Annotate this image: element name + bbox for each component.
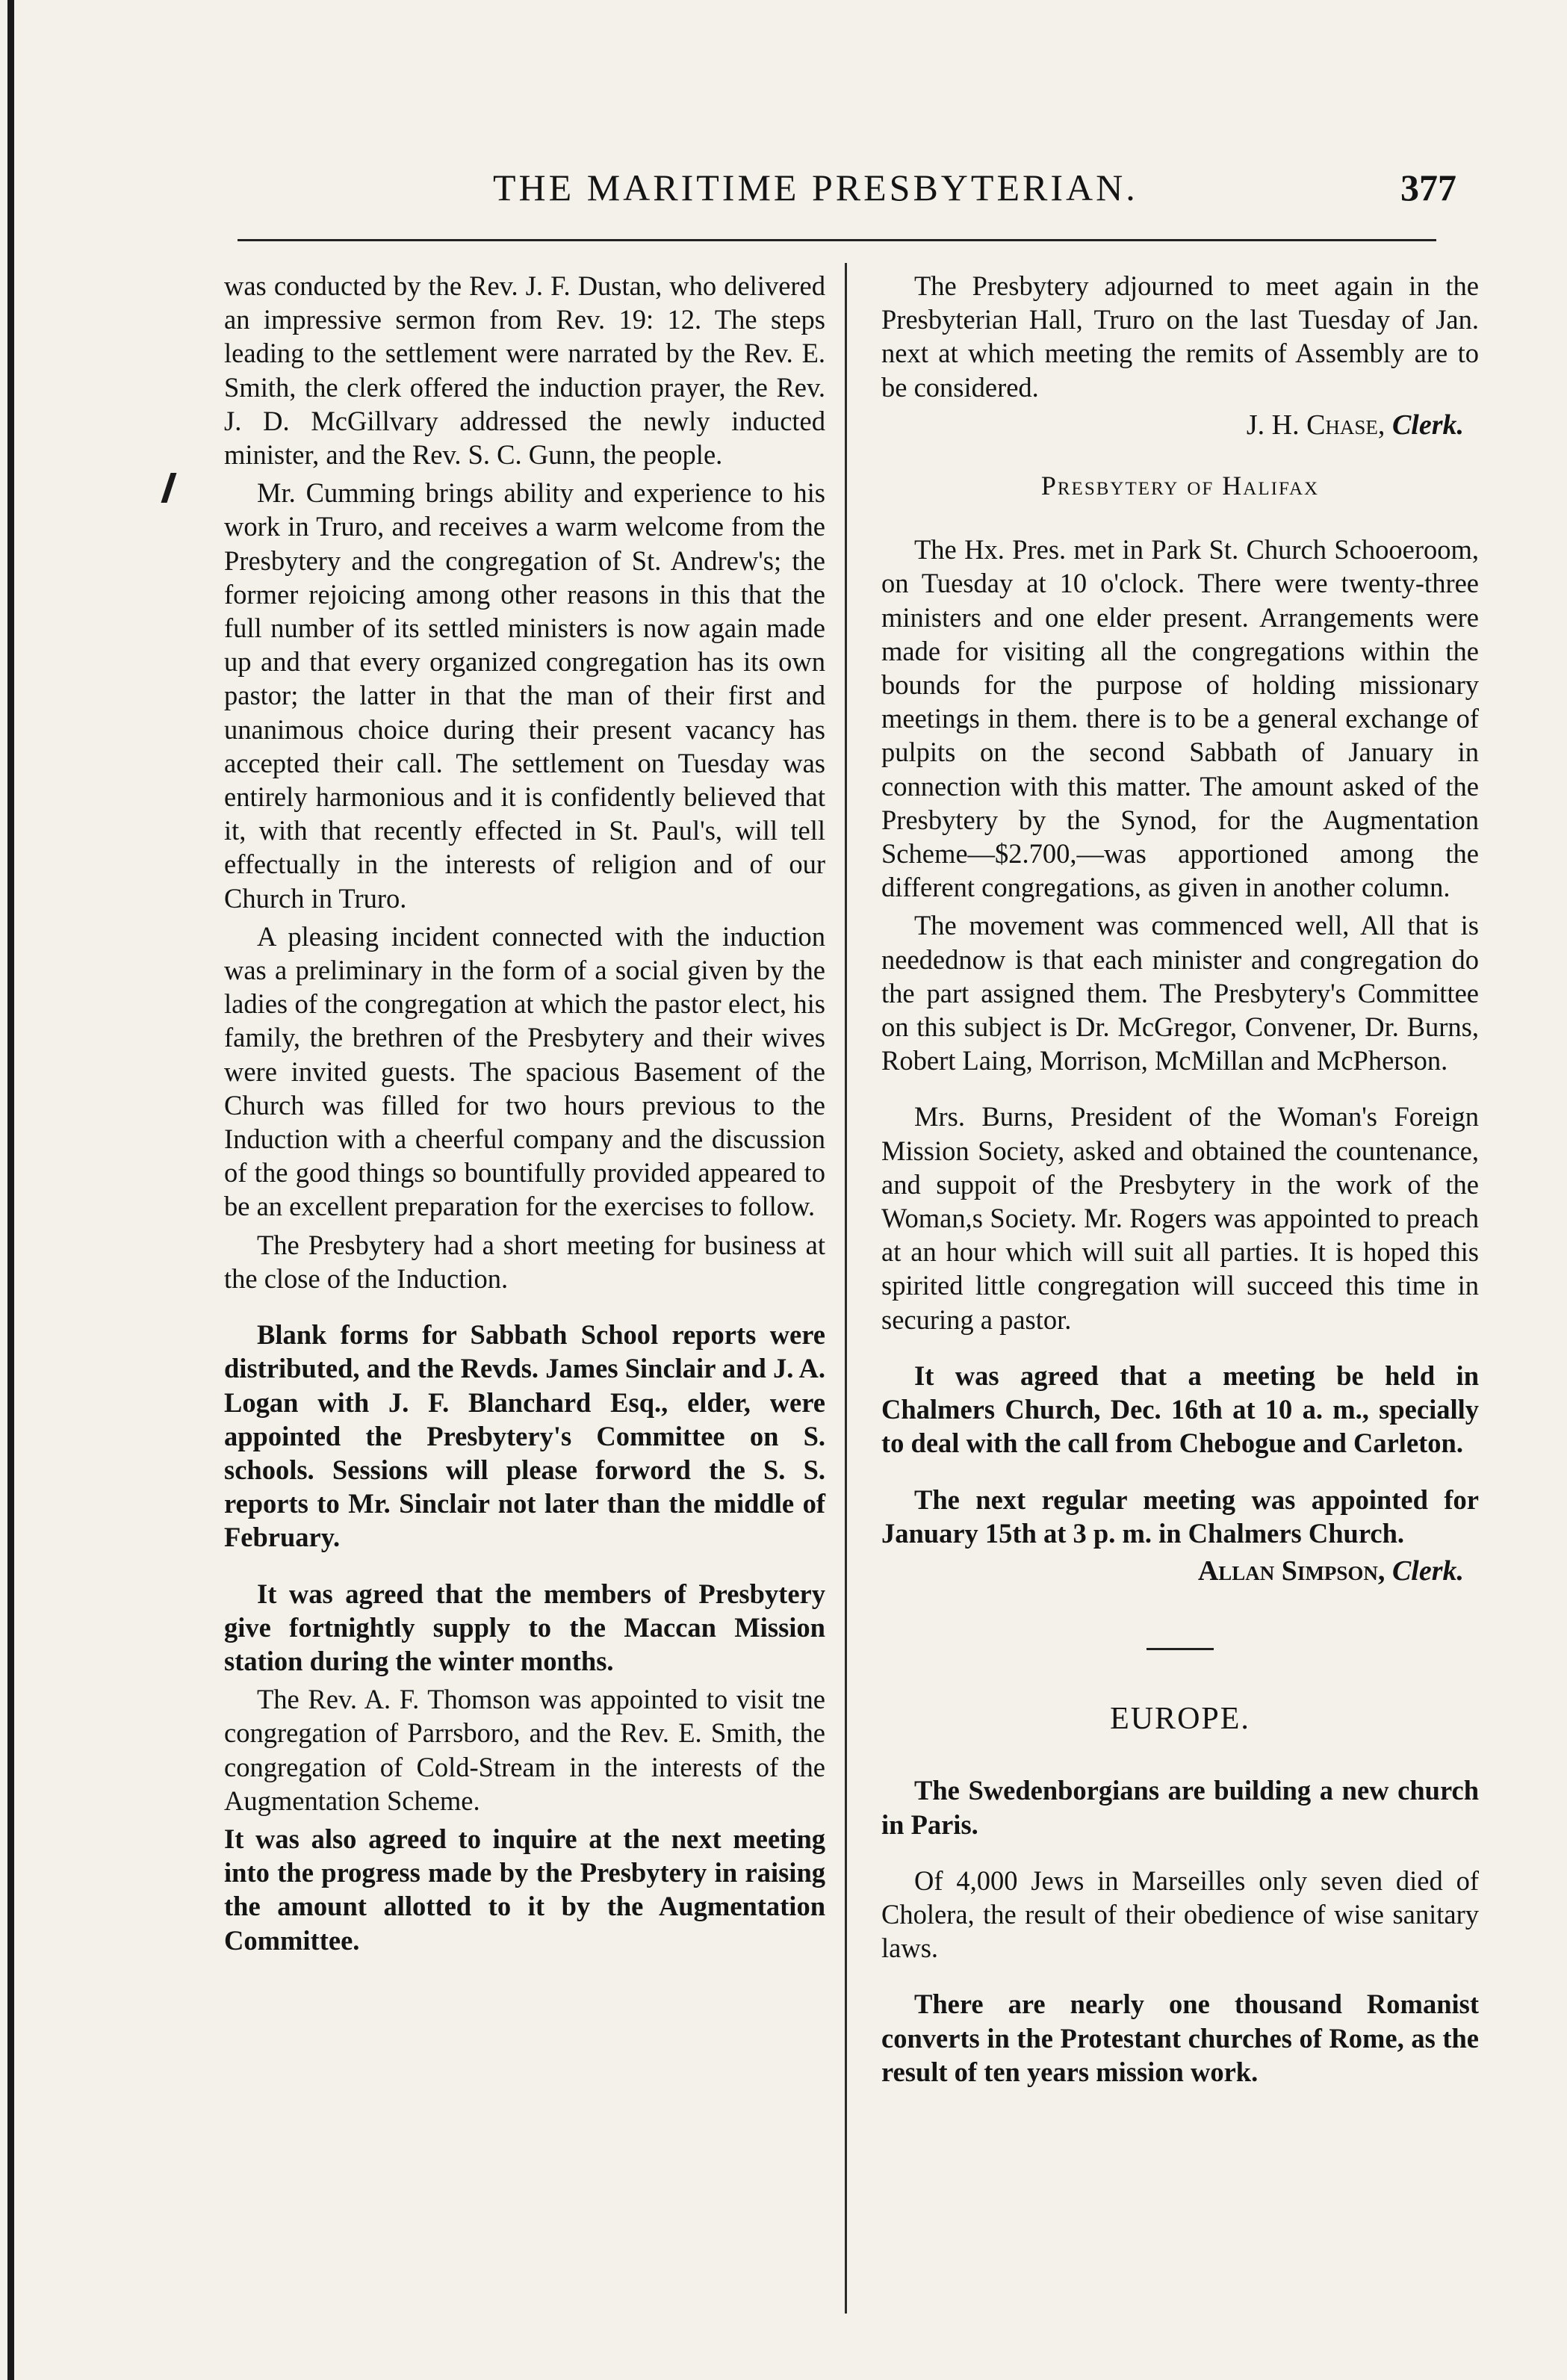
signature-role: Clerk.	[1391, 1555, 1464, 1587]
left-column	[224, 269, 825, 1962]
header-rule	[238, 239, 1436, 241]
page-number: 377	[1400, 167, 1456, 208]
paragraph: The next regular meeting was appointed for January 15th at 3 p. m. in Chalmers Church.	[881, 1484, 1479, 1549]
paragraph: Mrs. Burns, President of the Woman's Foreign Mission Society, asked and obtained the countenance, and suppoit of the Presbytery in the work of the Woman,s Society. Mr. Rogers was appointed to preach at an hour which will suit all parties. It is hoped this spirited little congregation will succeed this time in securing a pastor.	[881, 1101, 1479, 1335]
paragraph: The Swedenborgians are building a new church in Paris.	[881, 1775, 1479, 1840]
paragraph: A pleasing incident connected with the induction was a preliminary in the form of a social given by the ladies of the congregation at which the pastor elect, his family, the brethren of the Presbytery and their wives were invited guests. The spacious Basement of the Church was filled for two hours previous to the Induction with a cheerful company and the discussion of the good things so bountifully provided appeared to be an excellent preparation for the exercises to follow.	[224, 920, 825, 1222]
signature-name: Allan Simpson,	[1197, 1555, 1386, 1587]
right-column	[881, 269, 1479, 2093]
page-binding-edge	[7, 0, 14, 2380]
paragraph: Of 4,000 Jews in Marseilles only seven died of Cholera, the result of their obedience of wise sanitary laws.	[881, 1865, 1479, 1964]
paragraph: The Presbytery had a short meeting for business at the close of the Induction.	[224, 1229, 825, 1294]
page-header	[224, 166, 1456, 233]
paragraph: It was agreed that the members of Presbytery give fortnightly supply to the Maccan Mission station during the winter months.	[224, 1578, 825, 1676]
paragraph: It was also agreed to inquire at the next meeting into the progress made by the Presbytery in raising the amount allotted to it by the Augmentation Committee.	[224, 1823, 825, 1956]
paragraph: The Presbytery adjourned to meet again in the Presbyterian Hall, Truro on the last Tuesday of Jan. next at which meeting the remits of Assembly are to be considered.	[881, 270, 1479, 403]
margin-mark	[161, 473, 177, 503]
paragraph: There are nearly one thousand Romanist converts in the Protestant churches of Rome, as the result of ten years mission work.	[881, 1989, 1479, 2087]
signature-name: J. H. Chase,	[1246, 409, 1386, 441]
column-divider	[845, 263, 847, 2314]
paragraph: The Rev. A. F. Thomson was appointed to visit tne congregation of Parrsboro, and the Rev. E. Smith, the congregation of Cold-Stream in the interests of the Augmentation Scheme.	[224, 1684, 825, 1816]
clerk-signature	[881, 1555, 1479, 1588]
section-heading: Presbytery of Halifax	[1040, 471, 1320, 501]
paragraph: Mr. Cumming brings ability and experience to his work in Truro, and receives a warm welcome from the Presbytery and the congregation of St. Andrew's; the former rejoicing among other reasons in this that the full number of its settled ministers is now again made up and that every organized congregation has its own pastor; the latter in that the man of their first and unanimous choice during their present vacancy has accepted their call. The settlement on Tuesday was entirely harmonious and it is confidently believed that it, with that recently effected in St. Paul's, will tell effectually in the interests of religion and of our Church in Truro.	[224, 477, 825, 914]
paragraph: The Hx. Pres. met in Park St. Church Schooeroom, on Tuesday at 10 o'clock. There were twenty-three ministers and one elder present. Arrangements were made for visiting all the congregations within the bounds for the purpose of holding missionary meetings in them. there is to be a general exchange of pulpits on the second Sabbath of January in connection with this matter. The amount asked of the Presbytery by the Synod, for the Augmentation Scheme—$2.700,—was apportioned among the different congregations, as given in another column.	[881, 534, 1479, 903]
section-divider	[1146, 1648, 1214, 1650]
section-heading-europe: EUROPE.	[1110, 1702, 1250, 1737]
paragraph: was conducted by the Rev. J. F. Dustan, who delivered an impressive sermon from Rev. 19: 12. The steps leading to the settlement were narrated by the Rev. E. Smith, the clerk offered the induction prayer, the Rev. J. D. McGillvary addressed the newly inducted minister, and the Rev. S. C. Gunn, the people.	[224, 270, 825, 471]
paragraph: Blank forms for Sabbath School reports were distributed, and the Revds. James Sinclair and J. A. Logan with J. F. Blanchard Esq., elder, were appointed the Presbytery's Committee on S. schools. Sessions will please forword the S. S. reports to Mr. Sinclair not later than the middle of February.	[224, 1319, 825, 1553]
clerk-signature	[881, 409, 1479, 442]
paragraph: It was agreed that a meeting be held in Chalmers Church, Dec. 16th at 10 a. m., specially to deal with the call from Chebogue and Carleton.	[881, 1360, 1479, 1459]
paragraph: The movement was commenced well, All that is needednow is that each minister and congregation do the part assigned them. The Presbytery's Committee on this subject is Dr. McGregor, Convener, Dr. Burns, Robert Laing, Morrison, McMillan and McPherson.	[881, 910, 1479, 1076]
running-title: THE MARITIME PRESBYTERIAN.	[493, 167, 1138, 208]
signature-role: Clerk.	[1391, 409, 1464, 441]
